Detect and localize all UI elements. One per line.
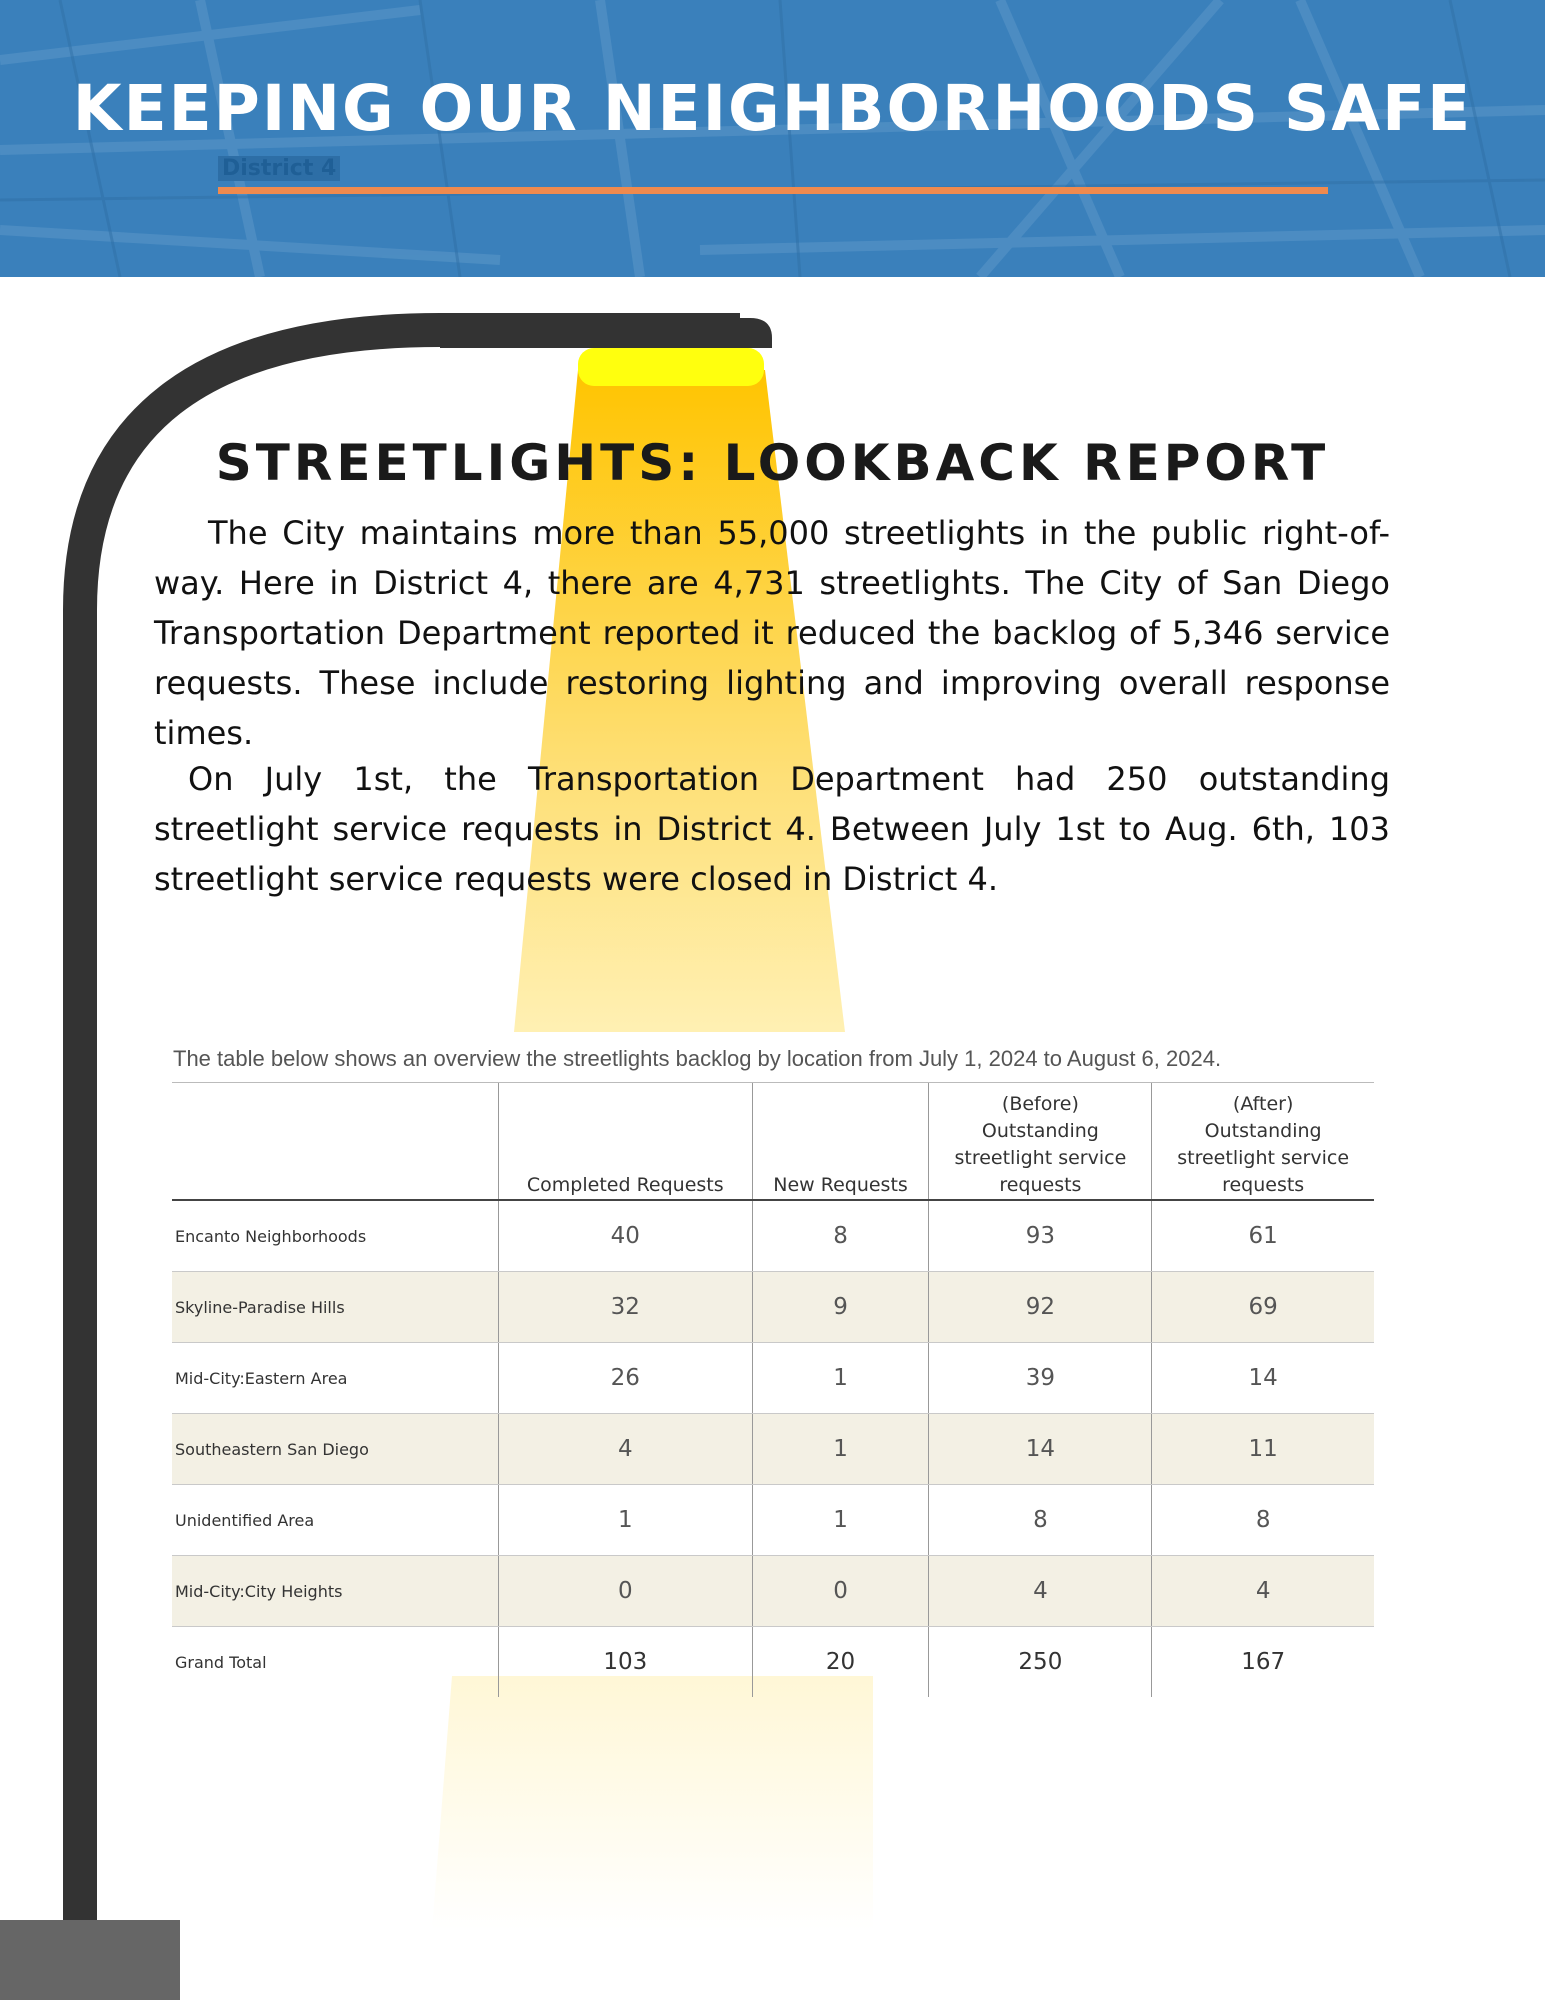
table-header-row — [172, 1083, 1374, 1201]
header-after-line3: streetlight service — [1177, 1147, 1350, 1169]
intro-paragraph: The City maintains more than 55,000 streetlights in the public right-of-way. Here in District 4, there are 4,731 streetlights. The City of San Diego Transportation Department reported it reduced the backlog of 5,346 service requests. These include restoring lighting and improving overall response times. — [154, 514, 1390, 752]
table-row — [172, 1414, 1374, 1485]
header-before-line4: requests — [999, 1174, 1082, 1196]
table-row — [172, 1556, 1374, 1627]
row-after: 69 — [1152, 1272, 1374, 1343]
row-location: Mid-City:City Heights — [172, 1556, 499, 1627]
row-completed: 4 — [499, 1414, 753, 1485]
header-before — [929, 1083, 1152, 1201]
row-new: 1 — [752, 1485, 929, 1556]
row-new: 8 — [752, 1200, 929, 1272]
header-before-line3: streetlight service — [954, 1147, 1127, 1169]
page-title: KEEPING OUR NEIGHBORHOODS SAFE — [72, 72, 1473, 145]
row-completed: 40 — [499, 1200, 753, 1272]
lamp-bulb — [578, 348, 764, 386]
row-before: 4 — [929, 1556, 1152, 1627]
row-before: 39 — [929, 1343, 1152, 1414]
row-before: 93 — [929, 1200, 1152, 1272]
lamp-head — [440, 318, 772, 348]
row-location: Encanto Neighborhoods — [172, 1200, 499, 1272]
header-before-line1: (Before) — [1001, 1093, 1079, 1115]
total-location: Grand Total — [175, 1652, 267, 1672]
row-after: 4 — [1152, 1556, 1374, 1627]
table-row — [172, 1272, 1374, 1343]
header-before-line2: Outstanding — [981, 1120, 1099, 1142]
table-row — [172, 1485, 1374, 1556]
header-after — [1152, 1083, 1374, 1201]
row-after: 14 — [1152, 1343, 1374, 1414]
total-completed: 103 — [499, 1627, 753, 1698]
row-new: 0 — [752, 1556, 929, 1627]
row-before: 14 — [929, 1414, 1152, 1485]
row-completed: 26 — [499, 1343, 753, 1414]
row-location: Mid-City:Eastern Area — [172, 1343, 499, 1414]
row-after: 11 — [1152, 1414, 1374, 1485]
row-after: 61 — [1152, 1200, 1374, 1272]
backlog-table — [172, 1082, 1374, 1697]
lamp-base — [0, 1920, 180, 2000]
header-new: New Requests — [752, 1083, 929, 1201]
row-completed: 0 — [499, 1556, 753, 1627]
row-location: Skyline-Paradise Hills — [172, 1272, 499, 1343]
total-after: 167 — [1152, 1627, 1374, 1698]
table-row — [172, 1200, 1374, 1272]
header-completed: Completed Requests — [499, 1083, 753, 1201]
row-new: 1 — [752, 1414, 929, 1485]
district-label: District 4 — [218, 156, 340, 181]
total-before: 250 — [929, 1627, 1152, 1698]
header-after-line4: requests — [1222, 1174, 1305, 1196]
row-after: 8 — [1152, 1485, 1374, 1556]
row-location: Southeastern San Diego — [172, 1414, 499, 1485]
table-caption: The table below shows an overview the streetlights backlog by location from July 1, 2024 to August 6, 2024. — [173, 1046, 1222, 1071]
row-completed: 1 — [499, 1485, 753, 1556]
header-after-line1: (After) — [1232, 1093, 1294, 1115]
total-new: 20 — [752, 1627, 929, 1698]
row-new: 9 — [752, 1272, 929, 1343]
header-after-line2: Outstanding — [1204, 1120, 1322, 1142]
row-before: 92 — [929, 1272, 1152, 1343]
row-location: Unidentified Area — [172, 1485, 499, 1556]
summary-paragraph: On July 1st, the Transportation Department had 250 outstanding streetlight service requests in District 4. Between July 1st to Aug. 6th, 103 streetlight service requests were closed in District 4. — [154, 760, 1390, 898]
row-before: 8 — [929, 1485, 1152, 1556]
row-new: 1 — [752, 1343, 929, 1414]
light-beam-lower — [432, 1676, 873, 1930]
header-location — [172, 1083, 499, 1201]
table-row — [172, 1343, 1374, 1414]
report-title: STREETLIGHTS: LOOKBACK REPORT — [215, 434, 1330, 492]
row-completed: 32 — [499, 1272, 753, 1343]
table-total-row — [172, 1627, 1374, 1698]
